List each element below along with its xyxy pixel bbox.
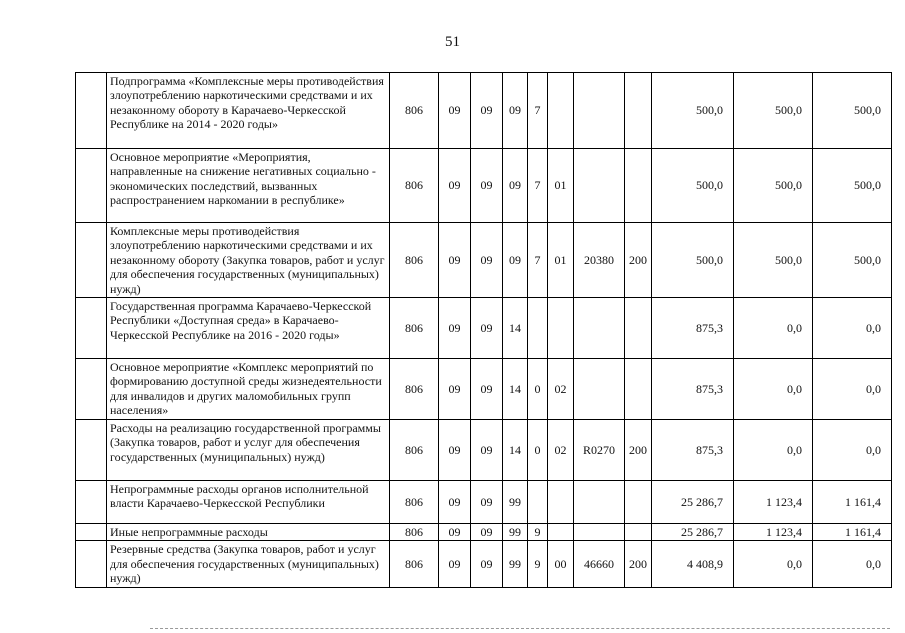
subsection-code: 09 [471, 223, 503, 298]
amount-col-1: 4 408,9 [652, 541, 734, 587]
direction-code: 46660 [574, 541, 625, 587]
event-code: 02 [548, 359, 574, 420]
table-row [76, 524, 892, 541]
amount-col-1: 875,3 [652, 298, 734, 359]
amount-col-2: 0,0 [734, 359, 813, 420]
program-code: 14 [503, 420, 528, 481]
ministry-code: 806 [390, 359, 439, 420]
row-name: Резервные средства (Закупка товаров, работ и услуг для обеспечения государственных (муниципальных) нужд) [107, 541, 390, 587]
subprogram-code: 9 [528, 524, 548, 541]
table-row [76, 359, 892, 420]
amount-col-3: 1 161,4 [813, 481, 892, 524]
amount-col-1: 25 286,7 [652, 481, 734, 524]
expense-type-code [625, 149, 652, 223]
subsection-code: 09 [471, 524, 503, 541]
row-name: Государственная программа Карачаево-Черкесской Республики «Доступная среда» в Карачаево-Черкесской Республике на 2016 - 2020 годы» [107, 298, 390, 359]
event-code [548, 481, 574, 524]
event-code: 01 [548, 149, 574, 223]
amount-col-3: 500,0 [813, 73, 892, 149]
amount-col-3: 500,0 [813, 149, 892, 223]
subsection-code: 09 [471, 298, 503, 359]
ministry-code: 806 [390, 481, 439, 524]
table-row [76, 541, 892, 587]
amount-col-3: 0,0 [813, 541, 892, 587]
row-name: Основное мероприятие «Мероприятия, направленные на снижение негативных социально - экономических последствий, вызванных распространением наркомании в республике» [107, 149, 390, 223]
ministry-code: 806 [390, 73, 439, 149]
event-code [548, 524, 574, 541]
table-row [76, 481, 892, 524]
blank-cell [76, 149, 107, 223]
section-code: 09 [439, 481, 471, 524]
subprogram-code: 7 [528, 223, 548, 298]
program-code: 99 [503, 541, 528, 587]
event-code: 02 [548, 420, 574, 481]
subprogram-code: 0 [528, 420, 548, 481]
table-row [76, 223, 892, 298]
amount-col-1: 25 286,7 [652, 524, 734, 541]
ministry-code: 806 [390, 420, 439, 481]
blank-cell [76, 481, 107, 524]
section-code: 09 [439, 73, 471, 149]
subsection-code: 09 [471, 149, 503, 223]
event-code [548, 298, 574, 359]
program-code: 14 [503, 359, 528, 420]
program-code: 99 [503, 481, 528, 524]
ministry-code: 806 [390, 524, 439, 541]
amount-col-3: 1 161,4 [813, 524, 892, 541]
direction-code: R0270 [574, 420, 625, 481]
subsection-code: 09 [471, 359, 503, 420]
subprogram-code: 9 [528, 541, 548, 587]
event-code: 01 [548, 223, 574, 298]
subprogram-code [528, 481, 548, 524]
expense-type-code [625, 359, 652, 420]
blank-cell [76, 524, 107, 541]
amount-col-2: 0,0 [734, 541, 813, 587]
expense-type-code: 200 [625, 541, 652, 587]
expense-type-code [625, 73, 652, 149]
direction-code [574, 524, 625, 541]
amount-col-2: 500,0 [734, 73, 813, 149]
section-code: 09 [439, 223, 471, 298]
blank-cell [76, 73, 107, 149]
ministry-code: 806 [390, 541, 439, 587]
row-name: Расходы на реализацию государственной программы (Закупка товаров, работ и услуг для обеспечения государственных (муниципальных) нужд) [107, 420, 390, 481]
subprogram-code: 7 [528, 149, 548, 223]
direction-code [574, 149, 625, 223]
expense-type-code [625, 481, 652, 524]
amount-col-2: 0,0 [734, 420, 813, 481]
amount-col-3: 500,0 [813, 223, 892, 298]
amount-col-3: 0,0 [813, 298, 892, 359]
section-code: 09 [439, 149, 471, 223]
section-code: 09 [439, 420, 471, 481]
row-name: Иные непрограммные расходы [107, 524, 390, 541]
row-name: Комплексные меры противодействия злоупотреблению наркотическими средствами и их незаконному обороту (Закупка товаров, работ и услуг для обеспечения государственных (муниципальных) нужд) [107, 223, 390, 298]
bottom-scan-marks [150, 628, 890, 631]
section-code: 09 [439, 298, 471, 359]
table-row [76, 149, 892, 223]
subprogram-code: 0 [528, 359, 548, 420]
ministry-code: 806 [390, 298, 439, 359]
expense-type-code [625, 298, 652, 359]
row-name: Подпрограмма «Комплексные меры противодействия злоупотреблению наркотическими средствами и их незаконному обороту в Карачаево-Черкесской Республике на 2014 - 2020 годы» [107, 73, 390, 149]
program-code: 09 [503, 223, 528, 298]
amount-col-3: 0,0 [813, 420, 892, 481]
direction-code [574, 481, 625, 524]
subsection-code: 09 [471, 420, 503, 481]
table-body [76, 73, 892, 588]
direction-code [574, 73, 625, 149]
blank-cell [76, 359, 107, 420]
amount-col-2: 1 123,4 [734, 481, 813, 524]
subsection-code: 09 [471, 73, 503, 149]
blank-cell [76, 420, 107, 481]
subprogram-code [528, 298, 548, 359]
amount-col-1: 875,3 [652, 420, 734, 481]
subprogram-code: 7 [528, 73, 548, 149]
row-name: Основное мероприятие «Комплекс мероприятий по формированию доступной среды жизнедеятельности для инвалидов и других маломобильных групп населения» [107, 359, 390, 420]
section-code: 09 [439, 359, 471, 420]
expense-type-code [625, 524, 652, 541]
amount-col-2: 500,0 [734, 149, 813, 223]
expense-type-code: 200 [625, 223, 652, 298]
amount-col-1: 875,3 [652, 359, 734, 420]
amount-col-1: 500,0 [652, 73, 734, 149]
subsection-code: 09 [471, 481, 503, 524]
program-code: 14 [503, 298, 528, 359]
table-row [76, 73, 892, 149]
section-code: 09 [439, 541, 471, 587]
row-name: Непрограммные расходы органов исполнительной власти Карачаево-Черкесской Республики [107, 481, 390, 524]
direction-code: 20380 [574, 223, 625, 298]
table-row [76, 420, 892, 481]
expense-type-code: 200 [625, 420, 652, 481]
amount-col-1: 500,0 [652, 149, 734, 223]
blank-cell [76, 298, 107, 359]
ministry-code: 806 [390, 149, 439, 223]
table-row [76, 298, 892, 359]
program-code: 99 [503, 524, 528, 541]
program-code: 09 [503, 73, 528, 149]
blank-cell [76, 541, 107, 587]
direction-code [574, 359, 625, 420]
blank-cell [76, 223, 107, 298]
event-code: 00 [548, 541, 574, 587]
amount-col-1: 500,0 [652, 223, 734, 298]
event-code [548, 73, 574, 149]
program-code: 09 [503, 149, 528, 223]
direction-code [574, 298, 625, 359]
amount-col-3: 0,0 [813, 359, 892, 420]
subsection-code: 09 [471, 541, 503, 587]
amount-col-2: 500,0 [734, 223, 813, 298]
section-code: 09 [439, 524, 471, 541]
budget-table [75, 72, 892, 588]
amount-col-2: 0,0 [734, 298, 813, 359]
amount-col-2: 1 123,4 [734, 524, 813, 541]
page-number: 51 [445, 34, 460, 50]
ministry-code: 806 [390, 223, 439, 298]
